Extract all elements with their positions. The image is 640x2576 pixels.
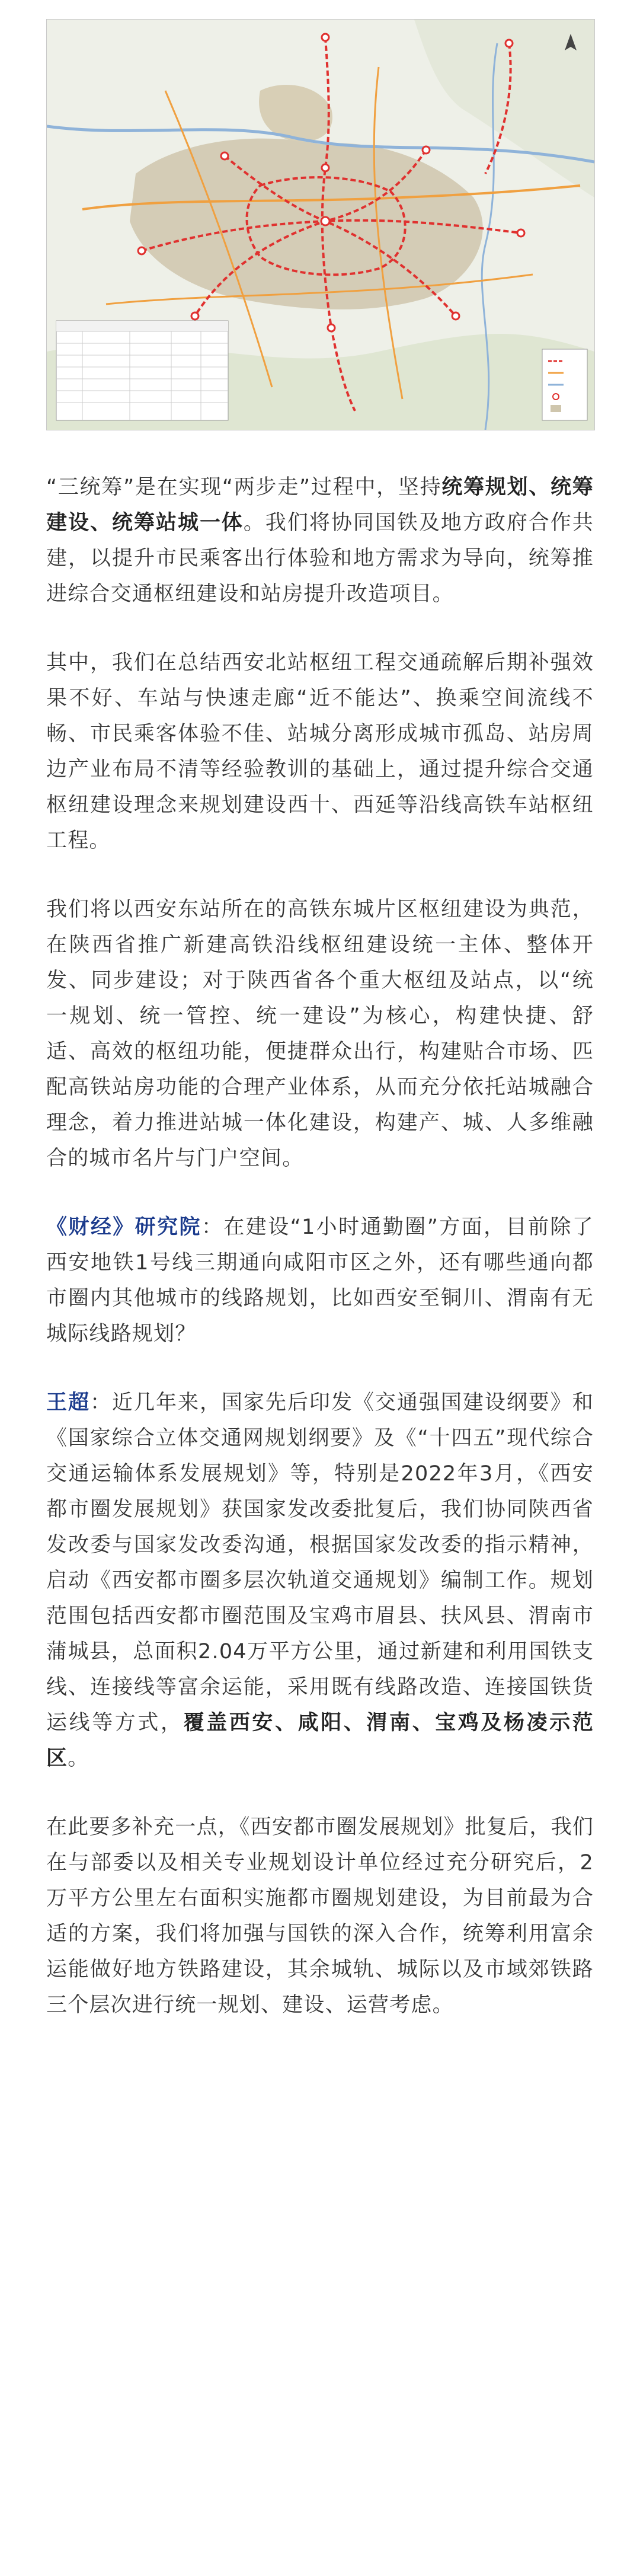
paragraph-xian-north-lessons — [46, 645, 594, 858]
p1-text-1: “三统筹”是在实现“两步走”过程中，坚持 — [46, 475, 442, 499]
rail-transit-map-icon — [47, 20, 594, 430]
p1-bold-text: 统筹规划、统筹建设、统筹站城一体 — [46, 475, 594, 535]
paragraph-answer — [46, 1385, 594, 1776]
answer-speaker: 王超 — [46, 1391, 90, 1415]
p2-text: 其中，我们在总结西安北站枢纽工程交通疏解后期补强效果不好、车站与快速走廊“近不能达”、换乘空间流线不畅、市民乘客体验不佳、站城分离形成城市孤岛、站房周边产业布局不清等经验教训的基础上，通过提升综合交通枢纽建设理念来规划建设西十、西延等沿线高铁车站枢纽工程。 — [46, 651, 594, 853]
p5-bold-text: 覆盖西安、咸阳、渭南、宝鸡及杨凌示范区 — [46, 1711, 594, 1770]
paragraph-three-coordination — [46, 470, 594, 612]
rail-transit-map — [46, 19, 595, 430]
p6-text: 在此要多补充一点，《西安都市圈发展规划》批复后，我们在与部委以及相关专业规划设计单位经过充分研究后，2万平方公里左右面积实施都市圈规划建设，为目前最为合适的方案，我们将加强与国铁的深入合作，统筹利用富余运能做好地方铁路建设，其余城轨、城际以及市域郊铁路三个层次进行统一规划、建设、运营考虑。 — [46, 1815, 594, 2017]
paragraph-supplement — [46, 1809, 594, 2023]
question-speaker: 《财经》研究院 — [46, 1215, 201, 1239]
paragraph-xian-east-model — [46, 892, 594, 1176]
article-body — [46, 470, 594, 2056]
p1-text-2: 。我们将协同国铁及地方政府合作共建，以提升市民乘客出行体验和地方需求为导向，统筹推进综合交通枢纽建设和站房提升改造项目。 — [46, 511, 594, 606]
p3-text: 我们将以西安东站所在的高铁东城片区枢纽建设为典范，在陕西省推广新建高铁沿线枢纽建设统一主体、整体开发、同步建设；对于陕西省各个重大枢纽及站点，以“统一规划、统一管控、统一建设”为核心，构建快捷、舒适、高效的枢纽功能，便捷群众出行，构建贴合市场、匹配高铁站房功能的合理产业体系，从而充分依托站城融合理念，着力推进站城一体化建设，构建产、城、人多维融合的城市名片与门户空间。 — [46, 898, 594, 1170]
p4-text: ：在建设“1小时通勤圈”方面，目前除了西安地铁1号线三期通向咸阳市区之外，还有哪些通向都市圈内其他城市的线路规划，比如西安至铜川、渭南有无城际线路规划？ — [46, 1215, 594, 1346]
p5-text-2: 。 — [68, 1747, 89, 1770]
paragraph-question — [46, 1209, 594, 1352]
p5-text-1: ：近几年来，国家先后印发《交通强国建设纲要》和《国家综合立体交通网规划纲要》及《“十四五”现代综合交通运输体系发展规划》等，特别是2022年3月，《西安都市圈发展规划》获国家发改委批复后，我们协同陕西省发改委与国家发改委沟通，根据国家发改委的指示精神，启动《西安都市圈多层次轨道交通规划》编制工作。规划范围包括西安都市圈范围及宝鸡市眉县、扶风县、渭南市蒲城县，总面积2.04万平方公里，通过新建和利用国铁支线、连接线等富余运能，采用既有线路改造、连接国铁货运线等方式， — [46, 1391, 594, 1735]
